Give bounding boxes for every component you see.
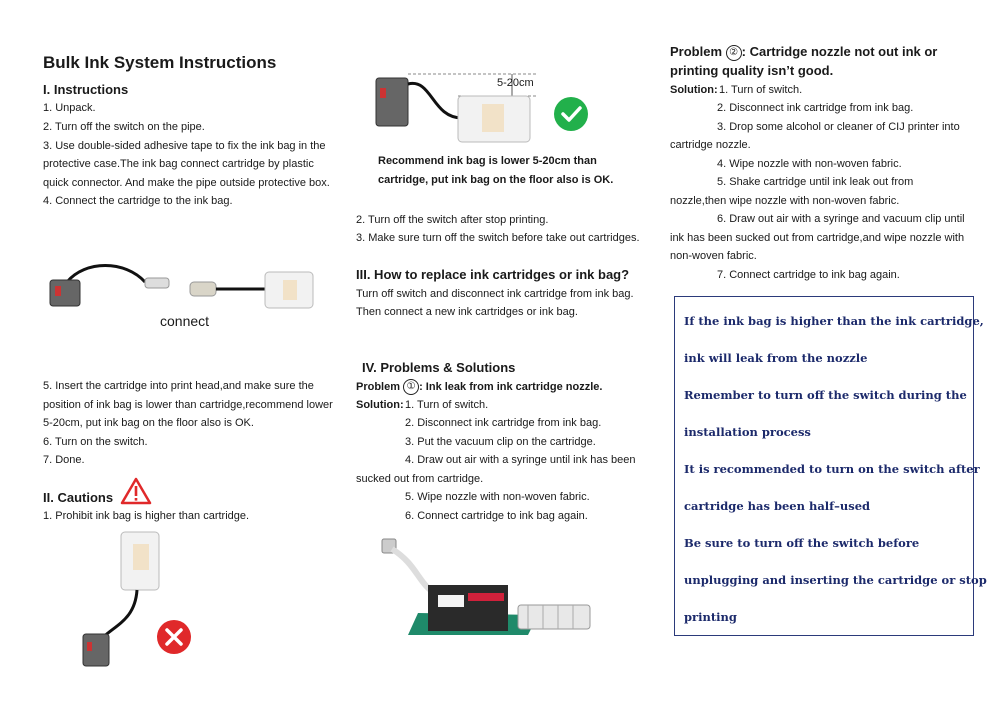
solution-step: 5. Shake cartridge until ink leak out from xyxy=(717,176,914,188)
wrong-setup-illustration xyxy=(75,530,165,670)
recommend-step: 2. Turn off the switch after stop printing. xyxy=(356,214,549,226)
solution-step: 2. Disconnect ink cartridge from ink bag. xyxy=(405,417,602,429)
notice-line: unplugging and inserting the cartridge or stop xyxy=(684,573,987,587)
solution-step: sucked out from cartridge. xyxy=(356,473,484,485)
page-title: Bulk Ink System Instructions xyxy=(43,53,277,72)
problem-2-title xyxy=(670,44,937,61)
solution-step: ink has been sucked out from cartridge,and wipe nozzle with xyxy=(670,232,965,244)
problem-1-title xyxy=(356,379,602,395)
instruction-step: 4. Connect the cartridge to the ink bag. xyxy=(43,195,233,207)
notice-line: If the ink bag is higher than the ink cartridge, xyxy=(684,314,984,328)
instruction-step: 5. Insert the cartridge into print head,and make sure the xyxy=(43,380,314,392)
instruction-step: 5-20cm, put ink bag on the floor also is OK. xyxy=(43,417,254,429)
cautions-heading: II. Cautions xyxy=(43,490,114,505)
problem-1-label: Problem xyxy=(356,381,401,393)
solution-step: 1. Turn of switch. xyxy=(405,399,489,411)
instruction-step: position of ink bag is lower than cartridge,recommend lower xyxy=(43,399,333,411)
check-icon xyxy=(553,96,589,132)
notice-line: printing xyxy=(684,610,737,624)
recommend-text: cartridge, put ink bag on the floor also is OK. xyxy=(378,174,614,186)
notice-line: installation process xyxy=(684,425,811,439)
solution-step: 5. Wipe nozzle with non-woven fabric. xyxy=(405,491,590,503)
solution-step: 1. Turn of switch. xyxy=(719,84,803,96)
recommend-step: 3. Make sure turn off the switch before take out cartridges. xyxy=(356,232,640,244)
measure-label: 5-20cm xyxy=(497,77,534,89)
instruction-step: 3. Use double-sided adhesive tape to fix the ink bag in the xyxy=(43,140,326,152)
replace-heading: III. How to replace ink cartridges or ink bag? xyxy=(356,267,630,282)
instruction-step: quick connector. And make the pipe outside protective box. xyxy=(43,177,330,189)
replace-text: Then connect a new ink cartridges or ink bag. xyxy=(356,306,578,318)
notice-line: cartridge has been half–used xyxy=(684,499,871,513)
instruction-step: 1. Unpack. xyxy=(43,102,96,114)
notice-line: Be sure to turn off the switch before xyxy=(684,536,920,550)
instruction-step: protective case.The ink bag connect cartridge by plastic xyxy=(43,158,314,170)
solution-label: Solution: xyxy=(670,84,718,96)
problem-1-number: ① xyxy=(403,379,419,395)
solution-step: 6. Draw out air with a syringe and vacuum clip until xyxy=(717,213,965,225)
problem-1-text: : Ink leak from ink cartridge nozzle. xyxy=(419,381,603,393)
replace-text: Turn off switch and disconnect ink cartridge from ink bag. xyxy=(356,288,634,300)
instruction-step: 6. Turn on the switch. xyxy=(43,436,148,448)
notice-line: Remember to turn off the switch during the xyxy=(684,388,967,402)
connect-illustration xyxy=(45,262,320,312)
notice-box xyxy=(674,296,987,636)
solution-label: Solution: xyxy=(356,399,404,411)
caution-item: 1. Prohibit ink bag is higher than cartridge. xyxy=(43,510,250,522)
problem-2-title-cont: printing quality isn’t good. xyxy=(670,63,834,78)
problem-2-text: : Cartridge nozzle not out ink or xyxy=(741,44,938,59)
solution-step: 3. Drop some alcohol or cleaner of CIJ printer into xyxy=(717,121,960,133)
problem-2-number: ② xyxy=(726,45,742,61)
solution-step: nozzle,then wipe nozzle with non-woven fabric. xyxy=(670,195,900,207)
instruction-step: 7. Done. xyxy=(43,454,85,466)
solution-step: cartridge nozzle. xyxy=(670,139,751,151)
cross-icon xyxy=(156,619,192,655)
problem-2-label: Problem xyxy=(670,44,723,59)
solution-step: 2. Disconnect ink cartridge from ink bag. xyxy=(717,102,914,114)
warning-icon xyxy=(120,477,152,505)
recommend-text: Recommend ink bag is lower 5-20cm than xyxy=(378,155,597,167)
solution-step: 6. Connect cartridge to ink bag again. xyxy=(405,510,588,522)
solution-step: 7. Connect cartridge to ink bag again. xyxy=(717,269,900,281)
vacuum-clip-illustration xyxy=(378,535,608,650)
notice-line: It is recommended to turn on the switch after xyxy=(684,462,980,476)
problems-heading: IV. Problems & Solutions xyxy=(362,360,516,375)
solution-step: non-woven fabric. xyxy=(670,250,757,262)
solution-step: 4. Draw out air with a syringe until ink has been xyxy=(405,454,636,466)
instruction-step: 2. Turn off the switch on the pipe. xyxy=(43,121,205,133)
notice-line: ink will leak from the nozzle xyxy=(684,351,868,365)
connect-label: connect xyxy=(160,313,210,329)
solution-step: 4. Wipe nozzle with non-woven fabric. xyxy=(717,158,902,170)
solution-step: 3. Put the vacuum clip on the cartridge. xyxy=(405,436,596,448)
instructions-heading: I. Instructions xyxy=(43,82,129,97)
